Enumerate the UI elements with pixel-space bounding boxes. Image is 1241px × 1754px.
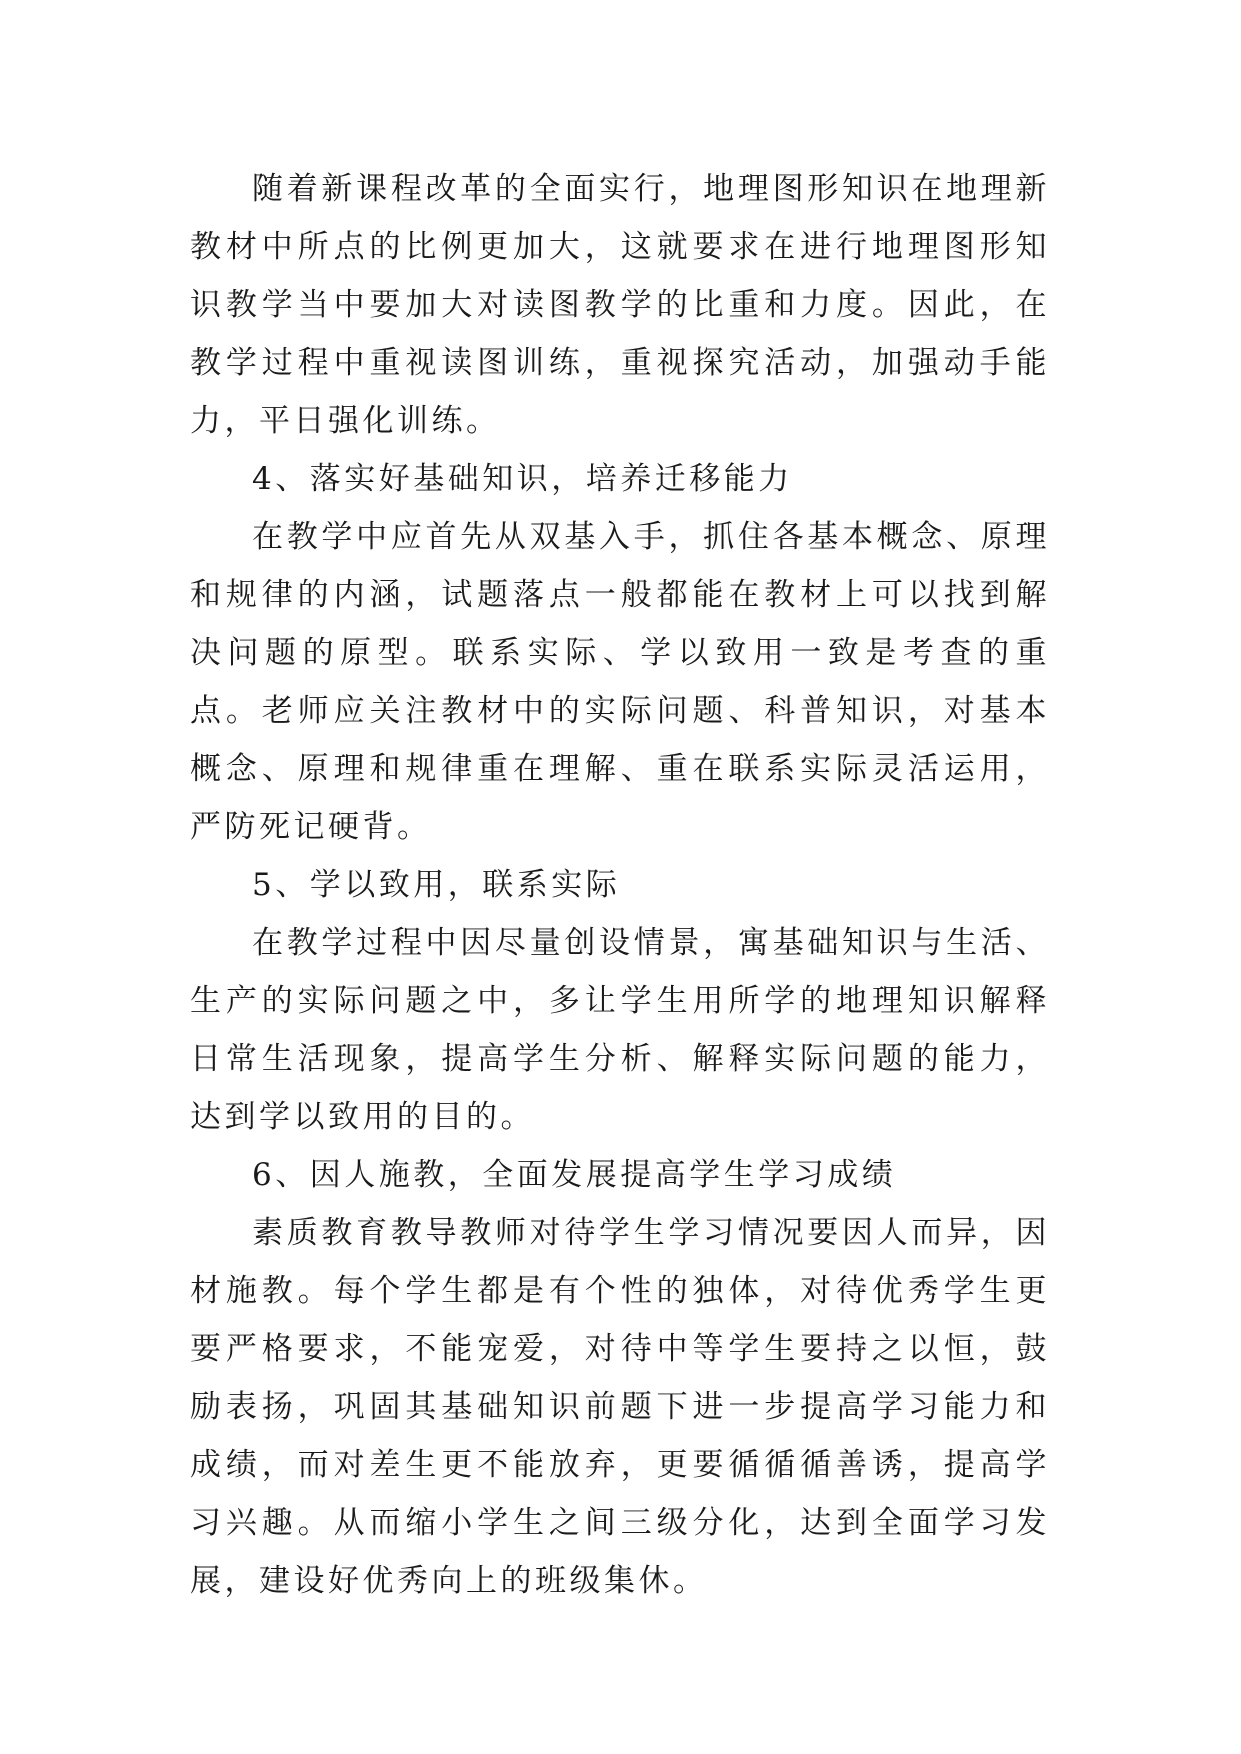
paragraph-individualized-teaching: 素质教育教导教师对待学生学习情况要因人而异，因材施教。每个学生都是有个性的独体，对待优秀学生更要严格要求，不能宠爱，对待中等学生要持之以恒，鼓励表扬，巩固其基础知识前题下进一步提高学习能力和成绩，而对差生更不能放弃，更要循循循善诱，提高学习兴趣。从而缩小学生之间三级分化，达到全面学习发展，建设好优秀向上的班级集休。 — [190, 1215, 1050, 1599]
paragraph-basic-knowledge: 在教学中应首先从双基入手，抓住各基本概念、原理和规律的内涵，试题落点一般都能在教材上可以找到解决问题的原型。联系实际、学以致用一致是考查的重点。老师应关注教材中的实际问题、科普知识，对基本概念、原理和规律重在理解、重在联系实际灵活运用，严防死记硬背。 — [190, 519, 1050, 845]
section-heading-4: 4、落实好基础知识，培养迁移能力 — [252, 461, 793, 497]
paragraph-apply-learning: 在教学过程中因尽量创设情景，寓基础知识与生活、生产的实际问题之中，多让学生用所学的地理知识解释日常生活现象，提高学生分析、解释实际问题的能力，达到学以致用的目的。 — [190, 925, 1050, 1135]
section-heading-6: 6、因人施教，全面发展提高学生学习成绩 — [252, 1157, 897, 1193]
section-heading-5: 5、学以致用，联系实际 — [252, 867, 621, 903]
paragraph-reading-map-training: 随着新课程改革的全面实行，地理图形知识在地理新教材中所点的比例更加大，这就要求在进行地理图形知识教学当中要加大对读图教学的比重和力度。因此，在教学过程中重视读图训练，重视探究活动，加强动手能力，平日强化训练。 — [190, 171, 1050, 439]
document-body — [190, 160, 1050, 1610]
